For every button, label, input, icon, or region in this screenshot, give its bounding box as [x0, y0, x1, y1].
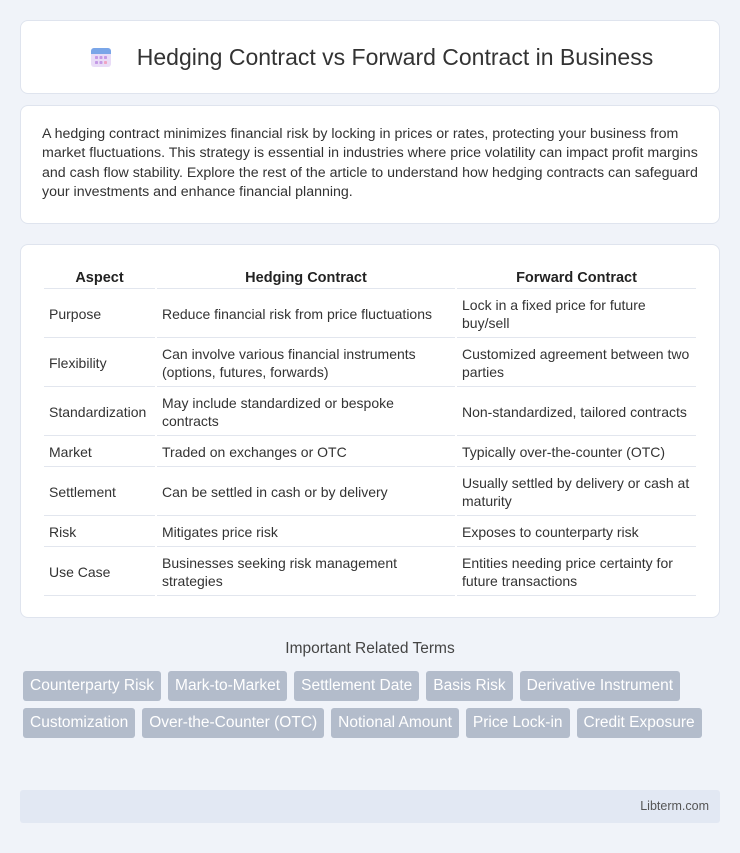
column-header-forward: Forward Contract [457, 268, 696, 289]
column-header-aspect: Aspect [44, 268, 155, 289]
table-row [44, 518, 696, 547]
table-cell: Can involve various financial instruments (options, futures, forwards) [157, 340, 455, 387]
table-cell: Lock in a fixed price for future buy/sell [457, 291, 696, 338]
table-cell: Can be settled in cash or by delivery [157, 469, 455, 516]
table-header-row [44, 268, 696, 289]
related-term-tag[interactable]: Mark-to-Market [168, 671, 287, 701]
table-cell: Reduce financial risk from price fluctuations [157, 291, 455, 338]
table-cell: Settlement [44, 469, 155, 516]
related-term-tag[interactable]: Over-the-Counter (OTC) [142, 708, 324, 738]
footer [20, 790, 720, 823]
table-cell: Non-standardized, tailored contracts [457, 389, 696, 436]
comparison-table [42, 266, 698, 598]
table-row [44, 389, 696, 436]
table-cell: Flexibility [44, 340, 155, 387]
related-term-tag[interactable]: Credit Exposure [577, 708, 702, 738]
table-cell: May include standardized or bespoke contracts [157, 389, 455, 436]
related-term-tag[interactable]: Customization [23, 708, 135, 738]
table-cell: Businesses seeking risk management strategies [157, 549, 455, 596]
table-cell: Usually settled by delivery or cash at maturity [457, 469, 696, 516]
footer-site-link[interactable]: Libterm.com [640, 799, 709, 813]
calendar-icon [87, 43, 115, 71]
column-header-hedging: Hedging Contract [157, 268, 455, 289]
table-cell: Customized agreement between two parties [457, 340, 696, 387]
related-terms-list [23, 671, 723, 738]
comparison-card [20, 244, 720, 618]
table-row [44, 438, 696, 467]
table-cell: Purpose [44, 291, 155, 338]
table-cell: Entities needing price certainty for future transactions [457, 549, 696, 596]
related-term-tag[interactable]: Basis Risk [426, 671, 512, 701]
table-cell: Use Case [44, 549, 155, 596]
related-terms-heading: Important Related Terms [285, 640, 455, 657]
table-cell: Traded on exchanges or OTC [157, 438, 455, 467]
table-cell: Mitigates price risk [157, 518, 455, 547]
table-cell: Risk [44, 518, 155, 547]
related-term-tag[interactable]: Price Lock-in [466, 708, 570, 738]
header-card [20, 20, 720, 94]
related-term-tag[interactable]: Derivative Instrument [520, 671, 680, 701]
page-title: Hedging Contract vs Forward Contract in Business [136, 43, 654, 70]
table-cell: Market [44, 438, 155, 467]
related-term-tag[interactable]: Counterparty Risk [23, 671, 161, 701]
table-cell: Standardization [44, 389, 155, 436]
table-cell: Typically over-the-counter (OTC) [457, 438, 696, 467]
related-term-tag[interactable]: Notional Amount [331, 708, 459, 738]
intro-paragraph: A hedging contract minimizes financial risk by locking in prices or rates, protecting your business from market fluctuations. This strategy is essential in industries where price volatility can impact profit margins and cash flow stability. Explore the rest of the article to understand how hedging contracts can safeguard your investments and enhance financial planning. [42, 126, 698, 201]
table-cell: Exposes to counterparty risk [457, 518, 696, 547]
intro-card [20, 105, 720, 224]
table-row [44, 469, 696, 516]
table-row [44, 549, 696, 596]
table-row [44, 291, 696, 338]
header [87, 43, 653, 71]
table-row [44, 340, 696, 387]
related-term-tag[interactable]: Settlement Date [294, 671, 419, 701]
